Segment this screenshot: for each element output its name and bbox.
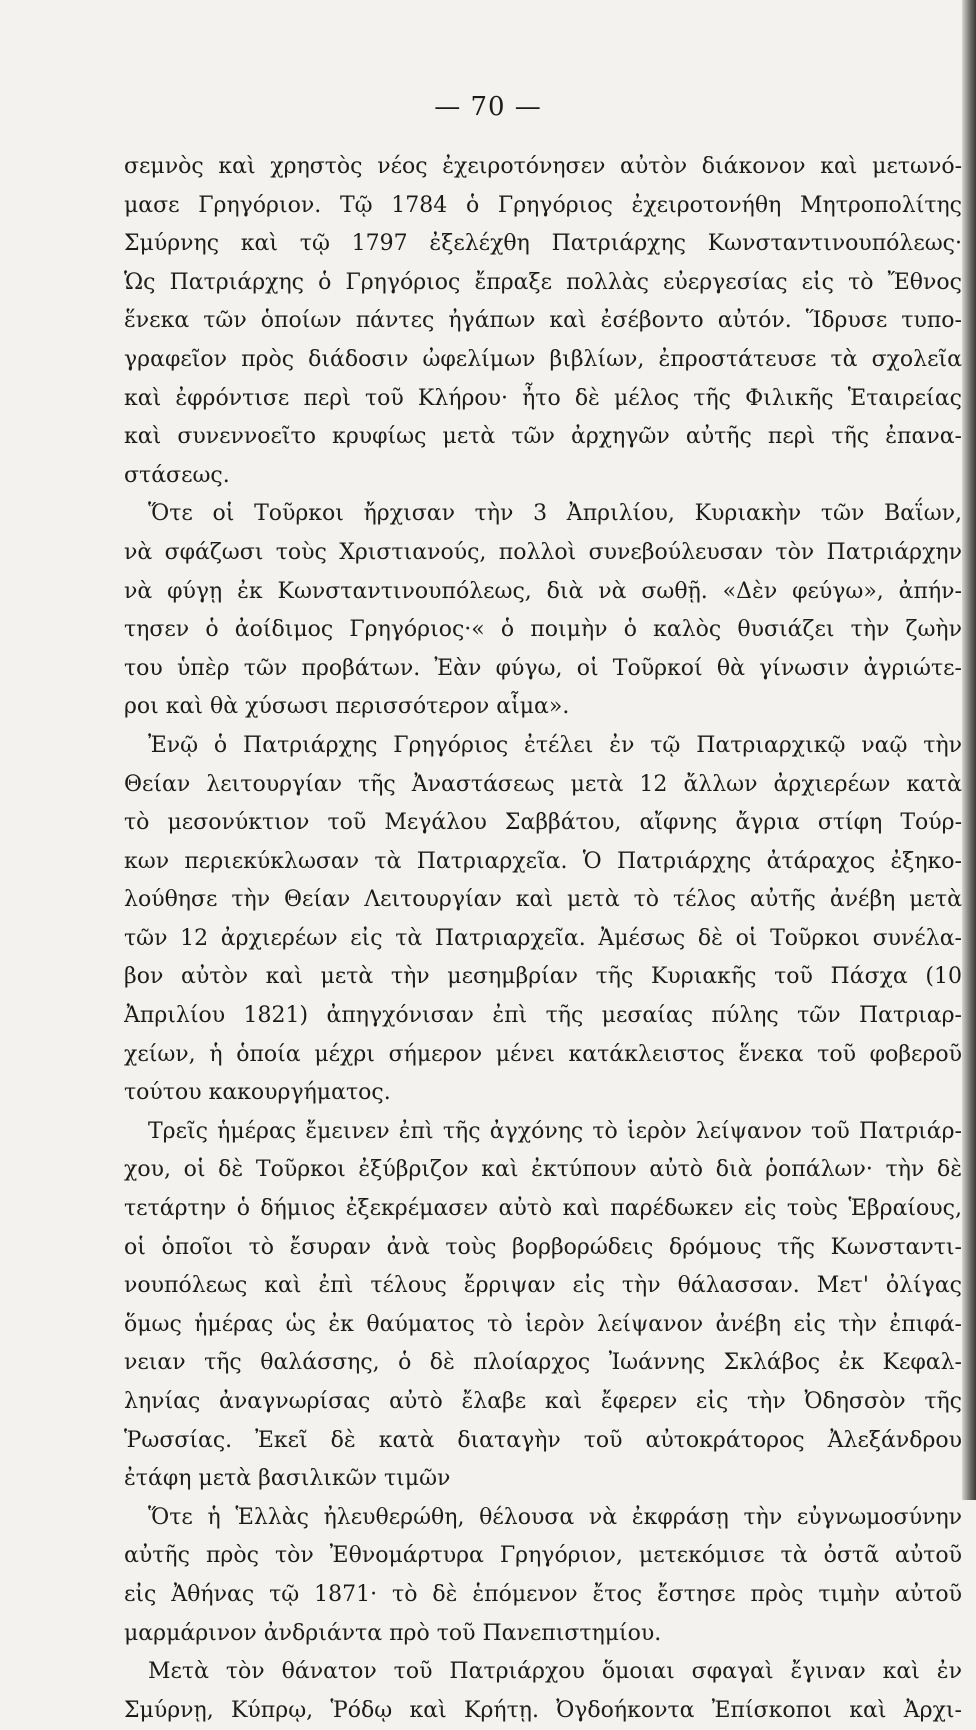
page-number: — 70 — bbox=[434, 92, 542, 122]
text-line: ἕνεκα τῶν ὁποίων πάντες ἠγάπων καὶ ἐσέβοντο αὐτόν. Ἵδρυσε τυπο- bbox=[124, 308, 962, 334]
text-line: εἰς Ἀθήνας τῷ 1871· τὸ δὲ ἑπόμενον ἔτος ἔστησε πρὸς τιμὴν αὐτοῦ bbox=[124, 1581, 962, 1607]
text-line: γραφεῖον πρὸς διάδοσιν ὠφελίμων βιβλίων, ἐπροστάτευσε τὰ σχολεῖα bbox=[124, 346, 962, 372]
text-line: τησεν ὁ ἀοίδιμος Γρηγόριος·« ὁ ποιμὴν ὁ καλὸς θυσιάζει τὴν ζωὴν bbox=[124, 617, 962, 643]
text-line: καὶ συνεννοεῖτο κρυφίως μετὰ τῶν ἀρχηγῶν αὐτῆς περὶ τῆς ἐπανα- bbox=[124, 424, 962, 450]
text-line: Ὡς Πατριάρχης ὁ Γρηγόριος ἔπραξε πολλὰς εὐεργεσίας εἰς τὸ Ἔθνος bbox=[124, 269, 962, 295]
text-line: Τρεῖς ἡμέρας ἔμεινεν ἐπὶ τῆς ἀγχόνης τὸ ἱερὸν λείψανον τοῦ Πατριάρ- bbox=[148, 1118, 962, 1144]
text-line: σεμνὸς καὶ χρηστὸς νέος ἐχειροτόνησεν αὐτὸν διάκονον καὶ μετωνό- bbox=[124, 154, 962, 179]
text-line: νουπόλεως καὶ ἐπὶ τέλους ἔρριψαν εἰς τὴν θάλασσαν. Μετ' ὀλίγας bbox=[124, 1273, 962, 1299]
text-line: αὐτῆς πρὸς τὸν Ἐθνομάρτυρα Γρηγόριον, μετεκόμισε τὰ ὀστᾶ αὐτοῦ bbox=[124, 1543, 962, 1569]
text-line: χείων, ἡ ὁποία μέχρι σήμερον μένει κατάκλειστος ἕνεκα τοῦ φοβεροῦ bbox=[124, 1041, 962, 1067]
text-line: Ῥωσσίας. Ἐκεῖ δὲ κατὰ διαταγὴν τοῦ αὐτοκράτορος Ἀλεξάνδρου bbox=[124, 1427, 962, 1453]
text-line: νὰ σφάζωσι τοὺς Χριστιανούς, πολλοὶ συνεβούλευσαν τὸν Πατριάρχην bbox=[124, 539, 962, 565]
text-line: τούτου κακουργήματος. bbox=[124, 1080, 391, 1106]
text-line: του ὑπὲρ τῶν προβάτων. Ἐὰν φύγω, οἱ Τοῦρκοί θὰ γίνωσιν ἀγριώτε- bbox=[124, 655, 962, 681]
text-line: Ὅτε ἡ Ἑλλὰς ἠλευθερώθη, θέλουσα νὰ ἐκφράσῃ τὴν εὐγνωμοσύνην bbox=[148, 1504, 962, 1530]
text-line: Σμύρνῃ, Κύπρῳ, Ῥόδῳ καὶ Κρήτῃ. Ὀγδοήκοντα Ἐπίσκοποι καὶ Ἀρχι- bbox=[124, 1697, 962, 1723]
text-line: στάσεως. bbox=[124, 462, 230, 488]
text-line: Θείαν λειτουργίαν τῆς Ἀναστάσεως μετὰ 12 ἄλλων ἀρχιερέων κατὰ bbox=[124, 771, 962, 797]
text-line: τετάρτην ὁ δήμιος ἐξεκρέμασεν αὐτὸ καὶ παρέδωκεν εἰς τοὺς Ἑβραίους, bbox=[124, 1196, 962, 1222]
text-line: λούθησε τὴν Θείαν Λειτουργίαν καὶ μετὰ τὸ τέλος αὐτῆς ἀνέβη μετὰ bbox=[124, 887, 962, 913]
text-line: νὰ φύγῃ ἐκ Κωνσταντινουπόλεως, διὰ νὰ σωθῇ. «Δὲν φεύγω», ἀπήν- bbox=[124, 578, 962, 604]
text-line: οἱ ὁποῖοι τὸ ἔσυραν ἀνὰ τοὺς βορβορώδεις δρόμους τῆς Κωνσταντι- bbox=[124, 1234, 962, 1260]
text-line: ἐτάφη μετὰ βασιλικῶν τιμῶν bbox=[124, 1466, 451, 1492]
text-line: βον αὐτὸν καὶ μετὰ τὴν μεσημβρίαν τῆς Κυριακῆς τοῦ Πάσχα (10 bbox=[124, 964, 962, 990]
text-line: ὅμως ἡμέρας ὡς ἐκ θαύματος τὸ ἱερὸν λείψανον ἀνέβη εἰς τὴν ἐπιφά- bbox=[124, 1311, 962, 1337]
text-line: Μετὰ τὸν θάνατον τοῦ Πατριάρχου ὅμοιαι σφαγαὶ ἔγιναν καὶ ἐν bbox=[148, 1659, 962, 1685]
text-line: Ἀπριλίου 1821) ἀπηγχόνισαν ἐπὶ τῆς μεσαίας πύλης τῶν Πατριαρ- bbox=[124, 1003, 962, 1029]
text-line: χου, οἱ δὲ Τοῦρκοι ἐξύβριζον καὶ ἐκτύπουν αὐτὸ διὰ ῥοπάλων· τὴν δὲ bbox=[124, 1157, 962, 1183]
text-line: Σμύρνης καὶ τῷ 1797 ἐξελέχθη Πατριάρχης Κωνσταντινουπόλεως· bbox=[124, 231, 962, 257]
text-line: τῶν 12 ἀρχιερέων εἰς τὰ Πατριαρχεῖα. Ἀμέσως δὲ οἱ Τοῦρκοι συνέλα- bbox=[124, 925, 962, 951]
text-line: ροι καὶ θὰ χύσωσι περισσότερον αἷμα». bbox=[124, 694, 570, 720]
text-line: νειαν τῆς θαλάσσης, ὁ δὲ πλοίαρχος Ἰωάννης Σκλάβος ἐκ Κεφαλ- bbox=[124, 1350, 962, 1376]
text-line: ληνίας ἀναγνωρίσας αὐτὸ ἔλαβε καὶ ἔφερεν εἰς τὴν Ὀδησσὸν τῆς bbox=[124, 1389, 962, 1414]
text-line: κων περιεκύκλωσαν τὰ Πατριαρχεῖα. Ὁ Πατριάρχης ἀτάραχος ἐξηκο- bbox=[124, 848, 962, 874]
text-line: μαρμάρινον ἀνδριάντα πρὸ τοῦ Πανεπιστημίου. bbox=[124, 1620, 662, 1646]
text-line: μασε Γρηγόριον. Τῷ 1784 ὁ Γρηγόριος ἐχειροτονήθη Μητροπολίτης bbox=[124, 192, 962, 218]
text-line: τὸ μεσονύκτιον τοῦ Μεγάλου Σαββάτου, αἴφνης ἄγρια στίφη Τούρ- bbox=[124, 810, 962, 836]
page-edge-shadow bbox=[962, 0, 976, 1500]
text-line: Ὅτε οἱ Τοῦρκοι ἤρχισαν τὴν 3 Ἀπριλίου, Κυριακὴν τῶν Βαΐων, bbox=[148, 501, 962, 527]
body-text bbox=[124, 148, 962, 1730]
text-line: καὶ ἐφρόντισε περὶ τοῦ Κλήρου· ἦτο δὲ μέλος τῆς Φιλικῆς Ἑταιρείας bbox=[124, 385, 962, 411]
text-line: Ἐνῷ ὁ Πατριάρχης Γρηγόριος ἐτέλει ἐν τῷ Πατριαρχικῷ ναῷ τὴν bbox=[148, 732, 962, 758]
